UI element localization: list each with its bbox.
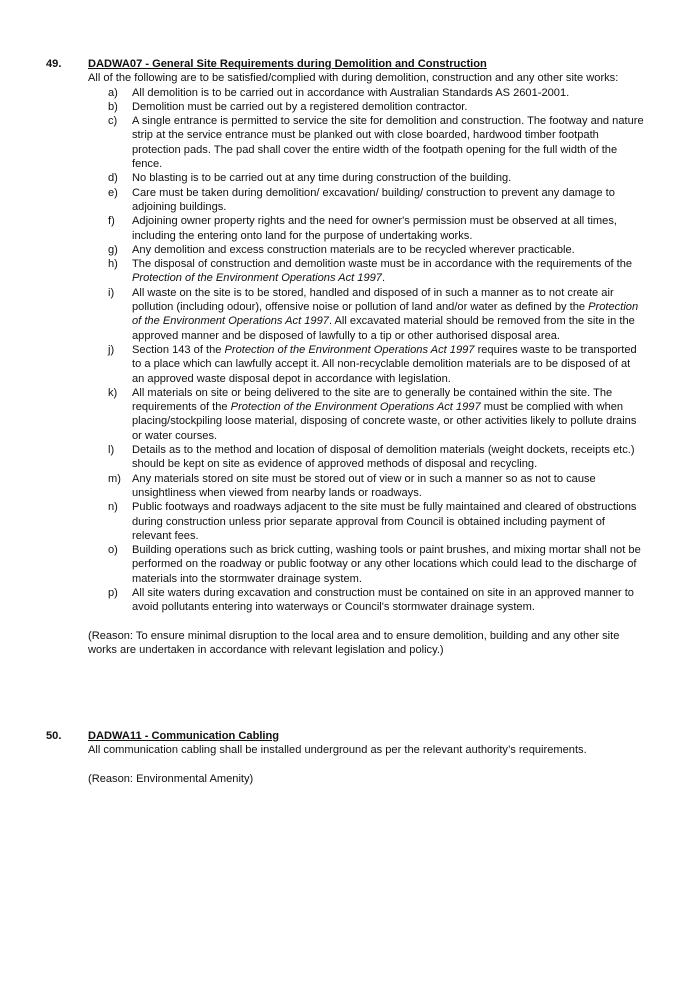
item-text: All materials on site or being delivered to the site are to generally be contained within the site. The requirements of the [132,386,613,414]
item-text: Details as to the method and location of disposal of demolition materials (weight dockets, receipts etc.) should be kept on site as evidence of approved methods of disposal and recycling. [132,444,635,471]
item-text: . [381,272,386,285]
condition-number: 49. [46,58,62,70]
item-label: a) [108,86,118,99]
item-text: A single entrance is permitted to service the site for demolition and construction. The footway and nature strip at the service entrance must be planked out with close boarded, hardwood timber footpath protection pads. The pad shall cover the entire width of the footpath opening for the full width of the fence. [132,115,644,171]
item-text: Demolition must be carried out by a registered demolition contractor. [132,100,468,113]
item-text: No blasting is to be carried out at any time during construction of the building. [132,172,512,185]
requirement-item [88,86,644,100]
item-text: Care must be taken during demolition/ excavation/ building/ construction to prevent any damage to adjoining buildings. [132,186,615,213]
requirement-item [88,214,644,243]
item-label: o) [108,544,118,557]
requirements-list [88,86,644,615]
item-label: e) [108,186,118,199]
item-label: j) [108,343,115,356]
item-text: Building operations such as brick cutting, washing tools or paint brushes, and mixing mortar shall not be performed on the roadway or public footway or any other locations which could lead to the discharge of materials into the stormwater drainage system. [132,544,641,585]
condition-body [88,729,644,786]
condition-reason: (Reason: Environmental Amenity) [88,772,254,785]
condition-title: DADWA07 - General Site Requirements during Demolition and Construction [88,58,487,70]
requirement-item [88,343,644,386]
condition-reason: (Reason: To ensure minimal disruption to the local area and to ensure demolition, building and any other site works are undertaken in accordance with relevant legislation and policy.) [88,629,620,657]
item-text: requires waste to be transported to a place which can lawfully accept it. All non-recyclable demolition materials are to be disposed of at an approved waste disposal depot in accordance with legislation. [132,343,637,385]
item-label: m) [108,472,121,485]
condition-title: DADWA11 - Communication Cabling [88,730,280,742]
requirement-item [88,500,644,543]
item-label: k) [108,386,118,399]
item-text: Any materials stored on site must be stored out of view or in such a manner so as not to cause unsightliness when viewed from nearby lands or roadways. [132,472,596,499]
item-label: p) [108,586,118,599]
requirement-item [88,386,644,443]
requirement-item [88,100,644,114]
condition-intro: All of the following are to be satisfied/complied with during demolition, construction and any other site works: [88,72,619,85]
act-citation: Protection of the Environment Operations Act 1997 [132,272,382,285]
requirement-item [88,114,644,171]
item-label: c) [108,115,118,128]
requirement-item [88,586,644,615]
item-label: d) [108,172,118,185]
requirement-item [88,186,644,215]
requirement-item [88,257,644,286]
requirement-item [88,472,644,501]
act-citation: Protection of the Environment Operations Act 1997 [230,401,481,414]
requirement-item [88,443,644,472]
item-label: n) [108,501,118,514]
item-text: Section 143 of the [132,343,225,356]
item-label: i) [108,286,115,299]
item-label: l) [108,444,115,457]
item-label: f) [108,215,115,228]
requirement-item [88,171,644,185]
item-text: . All excavated material should be removed from the site in the approved manner and be disposed of lawfully to a tip or other authorised disposal area. [132,315,635,342]
item-text: All demolition is to be carried out in accordance with Australian Standards AS 2601-2001. [132,86,570,99]
item-text: All waste on the site is to be stored, handled and disposed of in such a manner as to not create air pollution (including odour), offensive noise or pollution of land and/or water as defined by the [132,286,614,314]
item-text: Any demolition and excess construction materials are to be recycled wherever practicable. [132,243,575,256]
item-text: Public footways and roadways adjacent to the site must be fully maintained and cleared of obstructions during construction unless prior separate approval from Council is obtained including payment of relevant fees. [132,501,637,542]
item-label: b) [108,100,118,113]
item-label: g) [108,243,118,256]
requirement-item [88,286,644,343]
item-text: Adjoining owner property rights and the need for owner's permission must be observed at all times, including the entering onto land for the purpose of undertaking works. [132,215,617,242]
item-text: must be complied with when placing/stockpiling loose material, disposing of concrete waste, or other activities likely to pollute drains or water courses. [132,401,637,442]
act-citation: Protection of the Environment Operations Act 1997 [132,301,639,328]
condition-number: 50. [46,730,62,742]
item-text: All site waters during excavation and construction must be contained on site in an approved manner to avoid pollutants entering into waterways or Council's stormwater drainage system. [132,586,634,614]
item-label: h) [108,258,118,271]
act-citation: Protection of the Environment Operations Act 1997 [224,343,475,356]
condition-body [88,57,644,657]
condition-intro: All communication cabling shall be installed underground as per the relevant authority’s requirements. [88,744,587,757]
requirement-item [88,243,644,257]
requirement-item [88,543,644,586]
item-text: The disposal of construction and demolition waste must be in accordance with the requirements of the [132,258,633,271]
